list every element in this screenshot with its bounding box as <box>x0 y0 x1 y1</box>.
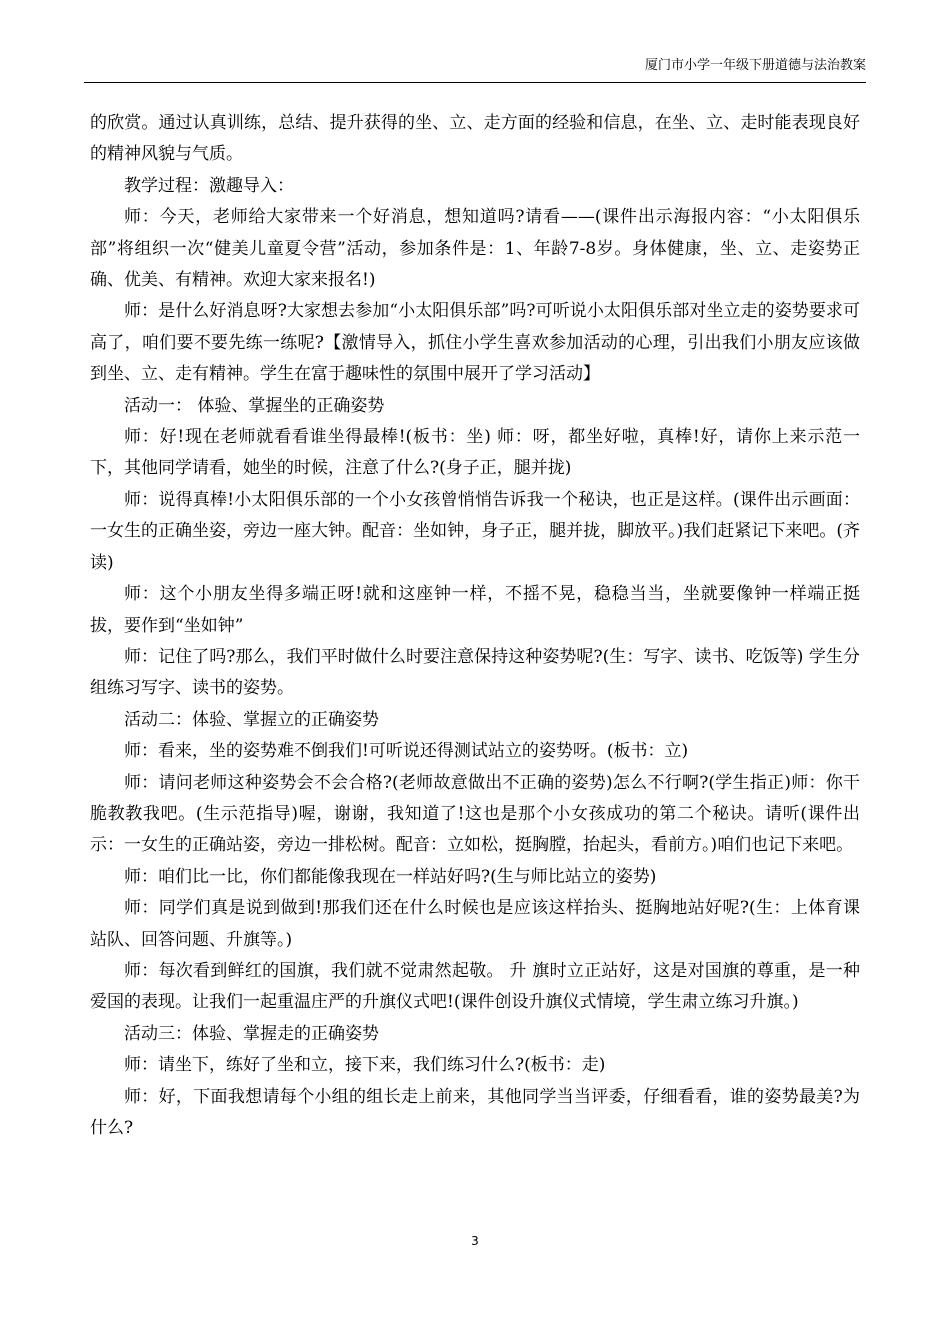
paragraph: 师：今天，老师给大家带来一个好消息，想知道吗?请看——(课件出示海报内容：“小太阳俱乐部”将组织一次“健美儿童夏令营”活动，参加条件是：1、年龄7-8岁。身体健康，坐、立、走姿势正确、优美、有精神。欢迎大家来报名!) <box>90 207 860 291</box>
paragraph: 师：请坐下，练好了坐和立，接下来，我们练习什么?(板书：走) <box>124 1055 606 1076</box>
paragraph: 师：是什么好消息呀?大家想去参加“小太阳俱乐部”吗?可听说小太阳俱乐部对坐立走的姿势要求可高了，咱们要不要先练一练呢?【激情导入，抓住小学生喜欢参加活动的心理，引出我们小朋友应该做到坐、立、走有精神。学生在富于趣味性的氛围中展开了学习活动】 <box>90 301 860 385</box>
paragraph: 活动三：体验、掌握走的正确姿势 <box>124 1023 379 1044</box>
paragraph: 师：每次看到鲜红的国旗，我们就不觉肃然起敬。 升 旗时立正站好，这是对国旗的尊重，是一种爱国的表现。让我们一起重温庄严的升旗仪式吧!(课件创设升旗仪式情境，学生肃立练习升旗。) <box>90 960 860 1013</box>
paragraph: 师：同学们真是说到做到!那我们还在什么时候也是应该这样抬头、挺胸地站好呢?(生：上体育课站队、回答问题、升旗等。) <box>90 898 860 950</box>
paragraph: 师：看来，坐的姿势难不倒我们!可听说还得测试站立的姿势呀。(板书：立) <box>124 741 689 762</box>
paragraph: 师：这个小朋友坐得多端正呀!就和这座钟一样，不摇不晃，稳稳当当，坐就要像钟一样端正挺拔，要作到“坐如钟” <box>90 584 860 636</box>
paragraph: 师：说得真棒!小太阳俱乐部的一个小女孩曾悄悄告诉我一个秘诀，也正是这样。(课件出示画面：一女生的正确坐姿，旁边一座大钟。配音：坐如钟，身子正，腿并拢，脚放平。)我们赶紧记下来吧。(齐读) <box>90 489 860 573</box>
paragraph: 活动二：体验、掌握立的正确姿势 <box>124 709 379 730</box>
page-number: 3 <box>471 1234 479 1248</box>
page-header <box>84 44 866 83</box>
paragraph: 教学过程：激趣导入： <box>124 175 294 196</box>
paragraph: 的欣赏。通过认真训练，总结、提升获得的坐、立、走方面的经验和信息，在坐、立、走时能表现良好的精神风貌与气质。 <box>90 113 860 165</box>
paragraph: 师：请问老师这种姿势会不会合格?(老师故意做出不正确的姿势)怎么不行啊?(学生指正)师：你干脆教教我吧。(生示范指导)喔，谢谢，我知道了!这也是那个小女孩成功的第二个秘诀。请听(课件出示：一女生的正确站姿，旁边一排松树。配音：立如松，挺胸膛，抬起头，看前方。)咱们也记下来吧。 <box>90 772 860 856</box>
paragraph: 师：咱们比一比，你们都能像我现在一样站好吗?(生与师比站立的姿势) <box>124 866 657 887</box>
document-body <box>90 108 860 1144</box>
paragraph: 活动一： 体验、掌握坐的正确姿势 <box>124 395 385 416</box>
paragraph: 师：记住了吗?那么，我们平时做什么时要注意保持这种姿势呢?(生：写字、读书、吃饭等) 学生分组练习写字、读书的姿势。 <box>90 646 860 699</box>
paragraph: 师：好，下面我想请每个小组的组长走上前来，其他同学当当评委，仔细看看，谁的姿势最美?为什么? <box>90 1086 860 1138</box>
header-title: 厦门市小学一年级下册道德与法治教案 <box>644 58 866 73</box>
paragraph: 师：好!现在老师就看看谁坐得最棒!(板书：坐) 师：呀，都坐好啦，真棒!好，请你上来示范一下，其他同学请看，她坐的时候，注意了什么?(身子正，腿并拢) <box>90 427 860 479</box>
